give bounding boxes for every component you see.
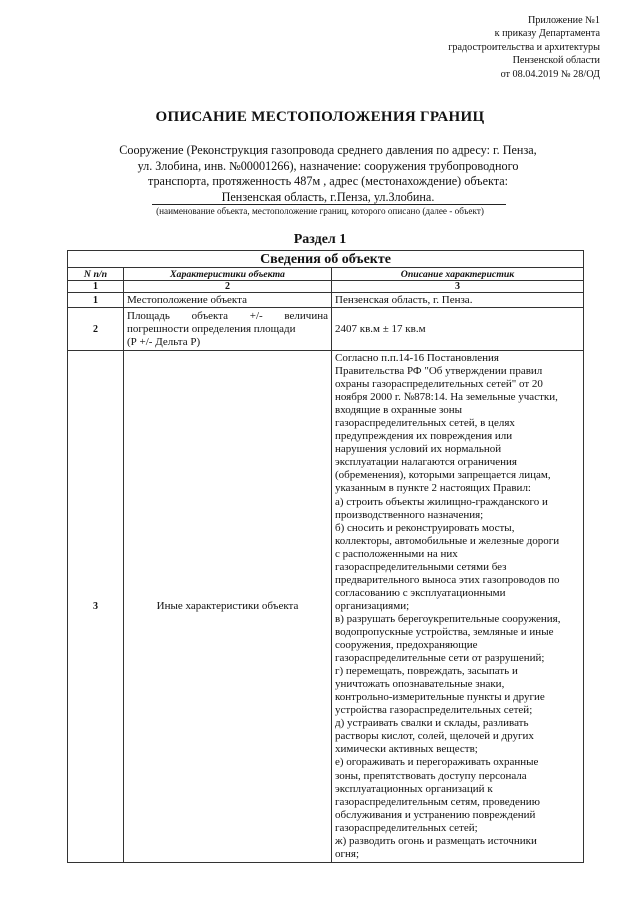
description-line: 2407 кв.м ± 17 кв.м	[335, 322, 426, 335]
description-line: газораспределительными сетями без	[335, 560, 507, 573]
description-line: входящие в охранные зоны	[335, 404, 463, 417]
description-line: а) строить объекты жилищно-гражданского и	[335, 495, 548, 508]
appendix-line: к приказу Департамента	[494, 28, 600, 40]
description-line: водопропускные устройства, земляные и иные	[335, 625, 554, 638]
object-description	[118, 143, 538, 205]
document-title: ОПИСАНИЕ МЕСТОПОЛОЖЕНИЯ ГРАНИЦ	[155, 109, 485, 125]
appendix-line: Пензенской области	[512, 55, 600, 67]
characteristic-line: Площадь объекта +/- величина	[127, 309, 328, 322]
column-number-row	[68, 281, 584, 293]
description-line: коллекторы, автомобильные и железные дороги	[335, 534, 560, 547]
appendix-line: Приложение №1	[527, 15, 600, 26]
section-title: Раздел 1	[293, 232, 347, 247]
table-heading: Сведения об объекте	[68, 251, 584, 268]
description-line: организациями;	[335, 599, 410, 612]
description-line: контрольно-измерительные пункты и другие	[335, 691, 545, 704]
object-description-line: транспорта, протяженность 487м , адрес (местонахождение) объекта:	[147, 174, 509, 189]
object-info-table	[67, 250, 584, 863]
row-characteristic	[124, 293, 332, 308]
underline-rule	[152, 204, 506, 205]
description-line: газораспределительные сети от разрушений;	[335, 652, 545, 665]
row-characteristic	[124, 351, 332, 863]
description-line: Согласно п.п.14-16 Постановления	[335, 352, 499, 364]
description-line: охраны газораспределительных сетей" от 20	[335, 378, 543, 391]
column-number: 3	[332, 281, 584, 293]
table-row	[68, 351, 584, 863]
column-header-description: Описание характеристик	[332, 268, 584, 281]
description-line: Правительства РФ "Об утверждении правил	[335, 365, 543, 378]
description-line: д) устраивать свалки и склады, разливать	[335, 717, 529, 730]
row-description	[332, 308, 584, 351]
table-heading-row	[68, 251, 584, 268]
table-row	[68, 293, 584, 308]
row-characteristic	[124, 308, 332, 351]
column-header-row	[68, 268, 584, 281]
description-line: обслуживания и устранению повреждений	[335, 808, 536, 821]
object-caption: (наименование объекта, местоположение границ, которого описано (далее - объект)	[156, 206, 484, 216]
description-line: газораспределительных сетей;	[335, 821, 478, 834]
description-line: (обременения), которыми запрещается лицам,	[335, 469, 551, 482]
description-line: зоны, препятствовать доступу персонала	[335, 769, 527, 782]
column-number: 1	[68, 281, 124, 293]
description-line: газораспределительных сетей, в целях	[335, 417, 515, 430]
description-line: предварительного выноса этих газопроводов по	[335, 573, 560, 586]
row-description	[332, 351, 584, 863]
description-line: производственного назначения;	[335, 508, 484, 521]
description-line: химически активных веществ;	[335, 743, 478, 756]
object-description-line: Пензенская область, г.Пенза, ул.Злобина.	[221, 189, 435, 204]
table-row	[68, 308, 584, 351]
description-line: Пензенская область, г. Пенза.	[335, 293, 473, 306]
characteristic-line: погрешности определения площади	[127, 322, 296, 335]
description-line: в) разрушать берегоукрепительные сооружения,	[335, 612, 561, 625]
description-line: газораспределительным сетям, проведению	[335, 795, 540, 808]
description-line: уничтожать опознавательные знаки,	[335, 678, 505, 691]
column-number: 2	[124, 281, 332, 293]
characteristic-line: Иные характеристики объекта	[156, 600, 299, 613]
row-number: 1	[68, 293, 124, 308]
row-number: 2	[68, 308, 124, 351]
column-header-characteristic: Характеристики объекта	[124, 268, 332, 281]
characteristic-line: Местоположение объекта	[127, 293, 247, 306]
description-line: с расположенными на них	[335, 547, 458, 560]
description-line: ноября 2000 г. №878:14. На земельные участки,	[335, 391, 558, 404]
appendix-line: от 08.04.2019 № 28/ОД	[500, 68, 600, 80]
object-description-line: ул. Злобина, инв. №00001266), назначение: сооружения трубопроводного	[137, 158, 519, 173]
description-line: эксплуатации налагаются ограничения	[335, 456, 517, 469]
description-line: устройства газораспределительных сетей;	[335, 704, 533, 717]
appendix-block	[448, 14, 600, 81]
appendix-line: градостроительства и архитектуры	[448, 41, 600, 53]
description-line: растворы кислот, солей, щелочей и других	[335, 730, 534, 743]
row-number: 3	[68, 351, 124, 863]
column-header-number: N п/п	[68, 268, 124, 281]
description-line: согласованию с эксплуатационными	[335, 586, 506, 599]
description-line: б) сносить и реконструировать мосты,	[335, 521, 515, 534]
description-line: е) огораживать и перегораживать охранные	[335, 756, 539, 769]
row-description	[332, 293, 584, 308]
description-line: огня;	[335, 847, 360, 860]
description-line: эксплуатационных организаций к	[335, 782, 493, 795]
characteristic-line: (Р +/- Дельта Р)	[127, 335, 201, 348]
description-line: нарушения условий их нормальной	[335, 443, 502, 456]
description-line: г) перемещать, повреждать, засыпать и	[335, 665, 518, 678]
description-line: предупреждения их повреждения или	[335, 430, 513, 443]
description-line: указанным в пункте 2 настоящих Правил:	[335, 482, 531, 495]
description-line: ж) разводить огонь и размещать источники	[335, 834, 537, 847]
description-line: сооружения, предохраняющие	[335, 639, 478, 652]
object-description-line: Сооружение (Реконструкция газопровода среднего давления по адресу: г. Пенза,	[119, 143, 537, 157]
